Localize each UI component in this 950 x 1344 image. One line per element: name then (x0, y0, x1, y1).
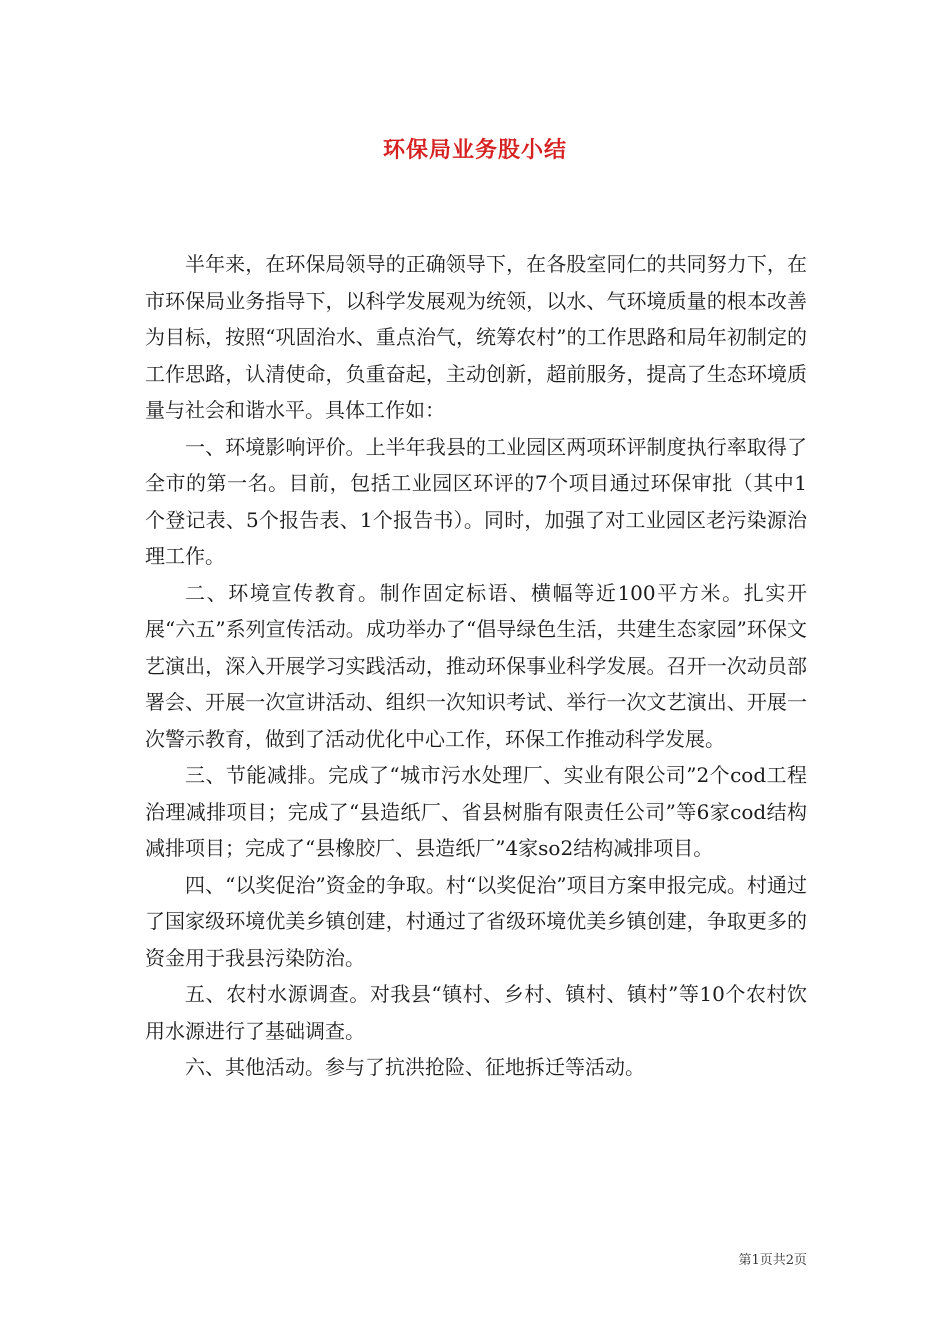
paragraph-funding: 四、“以奖促治”资金的争取。村“以奖促治”项目方案申报完成。村通过了国家级环境优美乡镇创建，村通过了省级环境优美乡镇创建，争取更多的资金用于我县污染防治。 (145, 872, 807, 970)
document-body (145, 246, 807, 1086)
document-title: 环保局业务股小结 (382, 137, 567, 163)
paragraph-publicity-education: 二、环境宣传教育。制作固定标语、横幅等近100平方米。扎实开展“六五”系列宣传活动。成功举办了“倡导绿色生活，共建生态家园”环保文艺演出，深入开展学习实践活动，推动环保事业科学发展。召开一次动员部署会、开展一次宣讲活动、组织一次知识考试、举行一次文艺演出、开展一次警示教育，做到了活动优化中心工作，环保工作推动科学发展。 (145, 580, 807, 751)
paragraph-intro: 半年来，在环保局领导的正确领导下，在各股室同仁的共同努力下，在市环保局业务指导下，以科学发展观为统领，以水、气环境质量的根本改善为目标，按照“巩固治水、重点治气，统筹农村”的工作思路和局年初制定的工作思路，认清使命，负重奋起，主动创新，超前服务，提高了生态环境质量与社会和谐水平。具体工作如： (145, 252, 807, 422)
paragraph-water-survey: 五、农村水源调查。对我县“镇村、乡村、镇村、镇村”等10个农村饮用水源进行了基础调查。 (145, 982, 807, 1043)
paragraph-environmental-assessment: 一、环境影响评价。上半年我县的工业园区两项环评制度执行率取得了全市的第一名。目前，包括工业园区环评的7个项目通过环保审批（其中1个登记表、5个报告表、1个报告书）。同时，加强了对工业园区老污染源治理工作。 (145, 434, 807, 568)
page-number: 第1页共2页 (738, 1253, 807, 1268)
paragraph-emission-reduction: 三、节能减排。完成了“城市污水处理厂、实业有限公司”2个cod工程治理减排项目；完成了“县造纸厂、省县树脂有限责任公司”等6家cod结构减排项目；完成了“县橡胶厂、县造纸厂”4家so2结构减排项目。 (145, 763, 807, 860)
paragraph-other-activities: 六、其他活动。参与了抗洪抢险、征地拆迁等活动。 (185, 1055, 645, 1079)
